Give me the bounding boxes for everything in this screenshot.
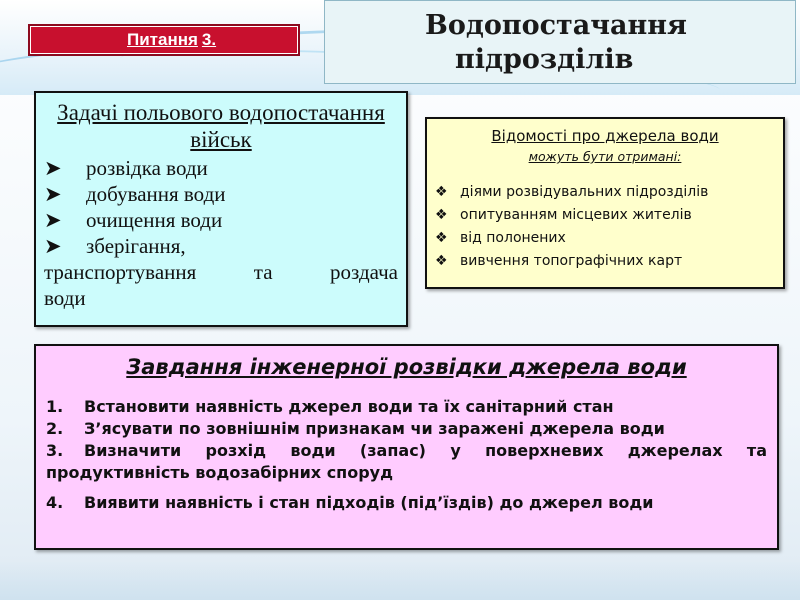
title-line-1: Водопостачання [425,10,687,41]
four-diamond-bullet-icon: ❖ [435,230,448,246]
list-item [44,207,398,233]
list-item [435,227,783,250]
list-item [46,440,767,484]
engineering-reconnaissance-tasks-box [34,344,779,550]
water-source-info-box [425,117,785,289]
slide-title [324,0,796,84]
list-item-text: розвідка води [86,156,208,180]
list-item [435,204,783,227]
list-item-text: діями розвідувальних підрозділів [460,184,709,200]
list-item [44,155,398,181]
footer-background [0,560,800,600]
list-item-text: добування води [86,182,226,206]
four-diamond-bullet-icon: ❖ [435,253,448,269]
list-item-text: зберігання, [86,234,186,258]
list-item-number: 4. [46,493,64,512]
list-item [44,233,398,259]
list-item-text: очищення води [86,208,223,232]
list-item [46,418,767,440]
arrow-right-bullet-icon: ➤ [44,234,62,258]
question-number: 3. [201,30,217,49]
list-item-text: опитуванням місцевих жителів [460,207,692,223]
list-item-number: 2. [46,419,64,438]
four-diamond-bullet-icon: ❖ [435,207,448,223]
list-item-continuation: транспортування та роздача [44,260,398,284]
sources-heading: Відомості про джерела води [491,127,719,145]
field-water-supply-tasks-box [34,91,408,327]
recon-list [46,396,767,514]
list-item [46,396,767,418]
sources-list [427,181,783,273]
sources-subheading: можуть бути отримані: [528,149,682,164]
four-diamond-bullet-icon: ❖ [435,184,448,200]
tasks-list [44,155,398,259]
list-item-text: З’ясувати по зовнішнім признакам чи заражені джерела води [84,419,665,438]
list-item-continuation-end: води [44,286,86,310]
list-item-text: Визначити розхід води (запас) у поверхневих джерелах та продуктивність водозабірних споруд [46,441,767,482]
list-item-text: вивчення топографічних карт [460,253,683,269]
question-label [28,24,300,56]
list-item [435,250,783,273]
list-item-text: від полонених [460,230,566,246]
arrow-right-bullet-icon: ➤ [44,182,62,206]
list-item [46,492,767,514]
arrow-right-bullet-icon: ➤ [44,156,62,180]
arrow-right-bullet-icon: ➤ [44,208,62,232]
question-label-text: Питання [127,30,198,49]
list-item-number: 1. [46,397,64,416]
recon-heading: Завдання інженерної розвідки джерела води [126,355,687,379]
list-item [44,181,398,207]
list-item-text: Встановити наявність джерел води та їх санітарний стан [84,397,614,416]
tasks-heading: Задачі польового водопостачання військ [57,100,385,152]
list-item-number: 3. [46,441,64,460]
list-item [435,181,783,204]
list-item-text: Виявити наявність і стан підходів (під’їздів) до джерел води [84,493,654,512]
title-line-2: підрозділів [455,44,634,75]
